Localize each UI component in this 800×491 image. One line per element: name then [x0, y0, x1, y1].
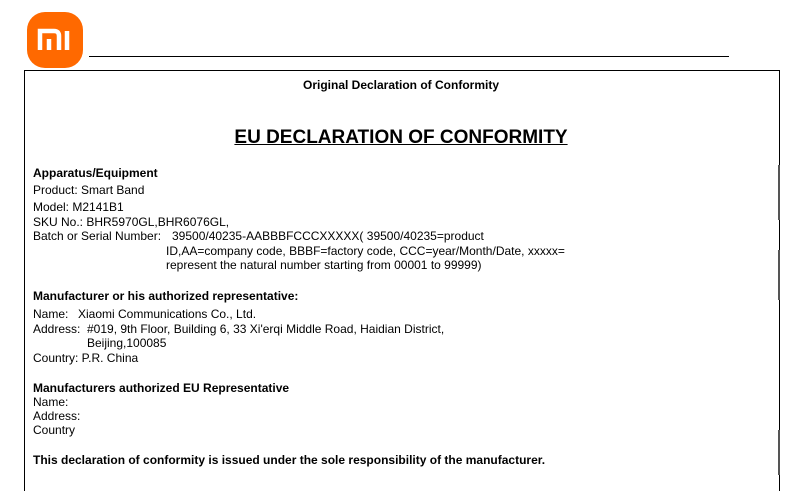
- responsibility-statement: This declaration of conformity is issued under the sole responsibility of the manufacturer.: [33, 453, 546, 467]
- scroll-hint-line: [778, 165, 780, 220]
- batch-label: Batch or Serial Number:: [33, 229, 162, 243]
- apparatus-heading: Apparatus/Equipment: [33, 166, 158, 180]
- scroll-hint-line: [778, 250, 780, 300]
- eu-rep-country: Country: [33, 423, 76, 437]
- manufacturer-country: Country: P.R. China: [33, 351, 139, 365]
- sku-line: SKU No.: BHR5970GL,BHR6076GL,: [33, 215, 230, 229]
- eu-rep-name: Name:: [33, 395, 69, 409]
- manufacturer-name-label: Name:: [33, 307, 69, 321]
- batch-value-line-3: represent the natural number starting from 00001 to 99999): [166, 258, 482, 272]
- manufacturer-address-line-2: Beijing,100085: [87, 336, 167, 350]
- header-divider: [89, 56, 729, 57]
- eu-rep-address: Address:: [33, 409, 81, 423]
- scroll-hint-line: [778, 430, 780, 475]
- model-line: Model: M2141B1: [33, 200, 124, 214]
- batch-value-line-1: 39500/40235-AABBBFCCCXXXXX( 39500/40235=product: [172, 229, 484, 243]
- manufacturer-address-label: Address:: [33, 322, 81, 336]
- manufacturer-address-line-1: #019, 9th Floor, Building 6, 33 Xi'erqi Middle Road, Haidian District,: [87, 322, 445, 336]
- manufacturer-name-value: Xiaomi Communications Co., Ltd.: [78, 307, 257, 321]
- document-header: Original Declaration of Conformity: [302, 78, 500, 92]
- eu-rep-heading: Manufacturers authorized EU Representative: [33, 381, 290, 395]
- batch-value-line-2: ID,AA=company code, BBBF=factory code, CCC=year/Month/Date, xxxxx=: [166, 244, 565, 258]
- document-title: EU DECLARATION OF CONFORMITY: [234, 127, 568, 148]
- product-line: Product: Smart Band: [33, 183, 145, 197]
- manufacturer-heading: Manufacturer or his authorized representative:: [33, 289, 299, 303]
- xiaomi-logo-icon: [27, 12, 83, 68]
